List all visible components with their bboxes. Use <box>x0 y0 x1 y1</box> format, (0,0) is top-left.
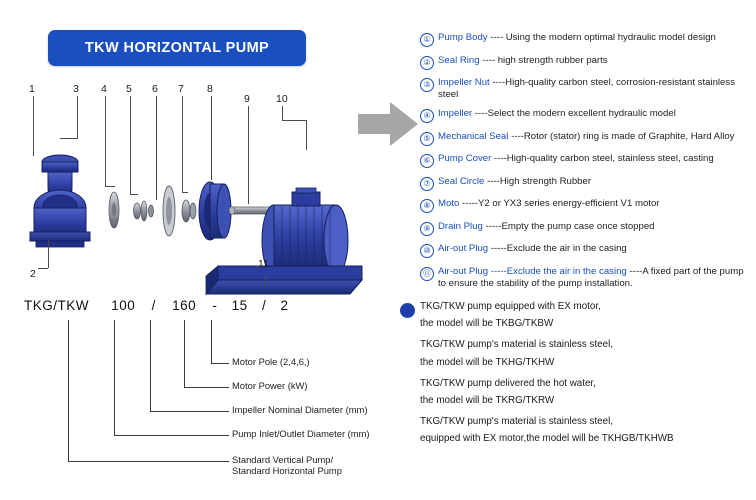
model-prefix: TKG/TKW <box>24 298 89 313</box>
pump-illustration <box>10 80 390 295</box>
note-line-4: the model will be TKHG/TKHW <box>420 356 555 368</box>
feature-name-4: Impeller <box>438 108 473 120</box>
feature-desc-9: -----Empty the pump case once stopped <box>485 220 655 232</box>
feature-desc-11: ----A fixed part of the pump to ensure the stability of the pump installation. <box>438 265 744 289</box>
feature-desc-6: ----High-quality carbon steel, stainless steel, casting <box>494 153 714 165</box>
feature-item-8 <box>420 198 750 213</box>
impeller-nut-graphic <box>134 201 154 221</box>
feature-desc-7: ----High strength Rubber <box>487 175 592 187</box>
model-leader-nominal-h <box>150 411 229 412</box>
feature-number-8: ⑧ <box>420 199 434 213</box>
leader-line-7b <box>182 192 188 193</box>
feature-name-10: Air-out Plug <box>438 243 489 255</box>
callout-7: 7 <box>178 83 184 95</box>
feature-number-3: ③ <box>420 78 434 92</box>
bullet-dot-icon <box>400 303 415 318</box>
feature-name-3: Impeller Nut <box>438 77 490 88</box>
leader-line-4b <box>105 186 115 187</box>
feature-number-10: ⑩ <box>420 244 434 258</box>
callout-3: 3 <box>73 83 79 95</box>
leader-line-4 <box>105 96 106 186</box>
feature-number-9: ⑨ <box>420 222 434 236</box>
model-leader-nominal-v <box>150 320 151 411</box>
model-leader-prefix-h <box>68 461 229 462</box>
feature-text-7 <box>438 176 591 188</box>
leader-line-11 <box>265 276 266 288</box>
feature-number-2: ② <box>420 56 434 70</box>
note-line-2: the model will be TKBG/TKBW <box>420 318 554 330</box>
transition-arrow <box>358 100 420 148</box>
leader-line-5 <box>130 96 131 194</box>
feature-number-1: ① <box>420 33 434 47</box>
model-inlet: 100 <box>111 298 136 313</box>
callout-6: 6 <box>152 83 158 95</box>
note-line-6: the model will be TKRG/TKRW <box>420 395 555 407</box>
feature-item-7 <box>420 176 750 191</box>
leader-line-2 <box>48 240 49 268</box>
model-leader-power-v <box>184 320 185 387</box>
feature-number-11: ⑪ <box>420 267 434 281</box>
model-leader-inlet-v <box>114 320 115 435</box>
leader-line-3 <box>77 96 78 138</box>
feature-number-6: ⑥ <box>420 154 434 168</box>
seal-ring-graphic <box>109 192 119 228</box>
feature-desc-2: ---- high strength rubber parts <box>482 54 608 66</box>
feature-desc-1: ---- Using the modern optimal hydraulic model design <box>490 32 716 43</box>
feature-desc-8: -----Y2 or YX3 series energy-efficient V1 motor <box>462 198 660 210</box>
feature-name-5: Mechanical Seal <box>438 130 509 142</box>
mechanical-seal-graphic <box>182 200 196 222</box>
model-label-pole: Motor Pole (2,4,6,) <box>232 356 310 367</box>
base-plate-graphic <box>206 266 362 294</box>
page-title-banner <box>48 30 306 66</box>
feature-text-4 <box>438 108 676 120</box>
leader-line-8 <box>211 96 212 180</box>
feature-desc-10: -----Exclude the air in the casing <box>490 243 627 255</box>
feature-name-1: Pump Body <box>438 32 488 43</box>
note-line-7: TKG/TKW pump's material is stainless steel, <box>420 416 613 428</box>
model-label-standard-1: Standard Vertical Pump/ <box>232 454 334 465</box>
callout-11: 11 <box>258 258 269 270</box>
leader-line-9 <box>248 106 249 204</box>
leader-line-10b <box>282 120 306 121</box>
feature-item-5 <box>420 131 750 146</box>
callout-9: 9 <box>244 93 250 105</box>
callout-10: 10 <box>276 93 288 105</box>
leader-line-10c <box>306 120 307 150</box>
model-nominal: 160 <box>172 298 197 313</box>
feature-item-3 <box>420 77 750 101</box>
callout-2: 2 <box>30 268 36 280</box>
feature-name-2: Seal Ring <box>438 54 480 66</box>
feature-item-4 <box>420 108 750 123</box>
model-variant-notes <box>420 300 750 450</box>
callout-5: 5 <box>126 83 132 95</box>
model-code-row <box>24 298 289 313</box>
feature-item-1 <box>420 32 750 47</box>
model-label-inlet: Pump Inlet/Outlet Diameter (mm) <box>232 428 370 439</box>
model-leader-power-h <box>184 387 229 388</box>
model-power: 15 <box>231 298 248 313</box>
model-leader-prefix-v <box>68 320 69 461</box>
model-code-breakdown <box>16 298 388 493</box>
leader-line-3b <box>60 138 78 139</box>
leader-line-10 <box>282 106 283 120</box>
feature-text-1 <box>438 32 716 44</box>
exploded-pump-diagram <box>10 80 390 290</box>
feature-text-2 <box>438 55 608 67</box>
note-line-8: equipped with EX motor,the model will be TKHGB/TKHWB <box>420 433 674 445</box>
pump-cover-graphic <box>199 182 231 240</box>
leader-line-2b <box>38 268 48 269</box>
model-leader-pole-v <box>211 320 212 363</box>
note-line-1: TKG/TKW pump equipped with EX motor, <box>420 301 601 312</box>
model-leader-pole-h <box>211 363 229 364</box>
feature-name-8: Moto <box>438 198 460 210</box>
feature-number-4: ④ <box>420 109 434 123</box>
leader-line-1 <box>33 96 34 156</box>
feature-desc-3: ----High-quality carbon steel, corrosion-resistant stainless steel <box>438 77 735 100</box>
feature-name-11: Air-out Plug -----Exclude the air in the casing <box>438 265 627 277</box>
callout-1: 1 <box>29 83 35 95</box>
callout-4: 4 <box>101 83 107 95</box>
note-line-3: TKG/TKW pump's material is stainless steel, <box>420 339 613 351</box>
pump-body-graphic <box>30 155 90 247</box>
note-line-5: TKG/TKW pump delivered the hot water, <box>420 377 596 389</box>
model-label-standard-2: Standard Horizontal Pump <box>232 465 342 476</box>
feature-name-7: Seal Circle <box>438 175 485 187</box>
page-title: TKW HORIZONTAL PUMP <box>84 40 270 56</box>
impeller-graphic <box>163 186 175 236</box>
feature-text-3 <box>438 77 750 101</box>
model-slash-2: / <box>261 298 267 313</box>
feature-item-9 <box>420 221 750 236</box>
leader-line-7 <box>182 96 183 192</box>
feature-number-5: ⑤ <box>420 132 434 146</box>
feature-item-10 <box>420 243 750 258</box>
feature-item-11 <box>420 266 750 290</box>
model-dash: - <box>212 298 218 313</box>
motor-graphic <box>262 188 348 279</box>
callout-8: 8 <box>207 83 213 95</box>
feature-list <box>420 32 750 297</box>
leader-line-6 <box>156 96 157 200</box>
model-slash-1: / <box>151 298 156 313</box>
model-label-power: Motor Power (kW) <box>232 380 308 391</box>
model-pole: 2 <box>280 298 289 313</box>
feature-text-11 <box>438 266 750 290</box>
feature-text-5 <box>438 131 734 143</box>
feature-name-9: Drain Plug <box>438 220 483 232</box>
feature-number-7: ⑦ <box>420 177 434 191</box>
feature-desc-5: ----Rotor (stator) ring is made of Graphite, Hard Alloy <box>511 130 735 142</box>
feature-desc-4: ----Select the modern excellent hydraulic model <box>474 108 676 120</box>
feature-item-6 <box>420 153 750 168</box>
feature-text-9 <box>438 221 655 233</box>
feature-item-2 <box>420 55 750 70</box>
model-leader-inlet-h <box>114 435 229 436</box>
model-label-nominal: Impeller Nominal Diameter (mm) <box>232 404 368 415</box>
feature-text-6 <box>438 153 714 165</box>
feature-name-6: Pump Cover <box>438 153 492 165</box>
feature-text-10 <box>438 243 627 255</box>
leader-line-5b <box>130 194 138 195</box>
feature-text-8 <box>438 198 659 210</box>
